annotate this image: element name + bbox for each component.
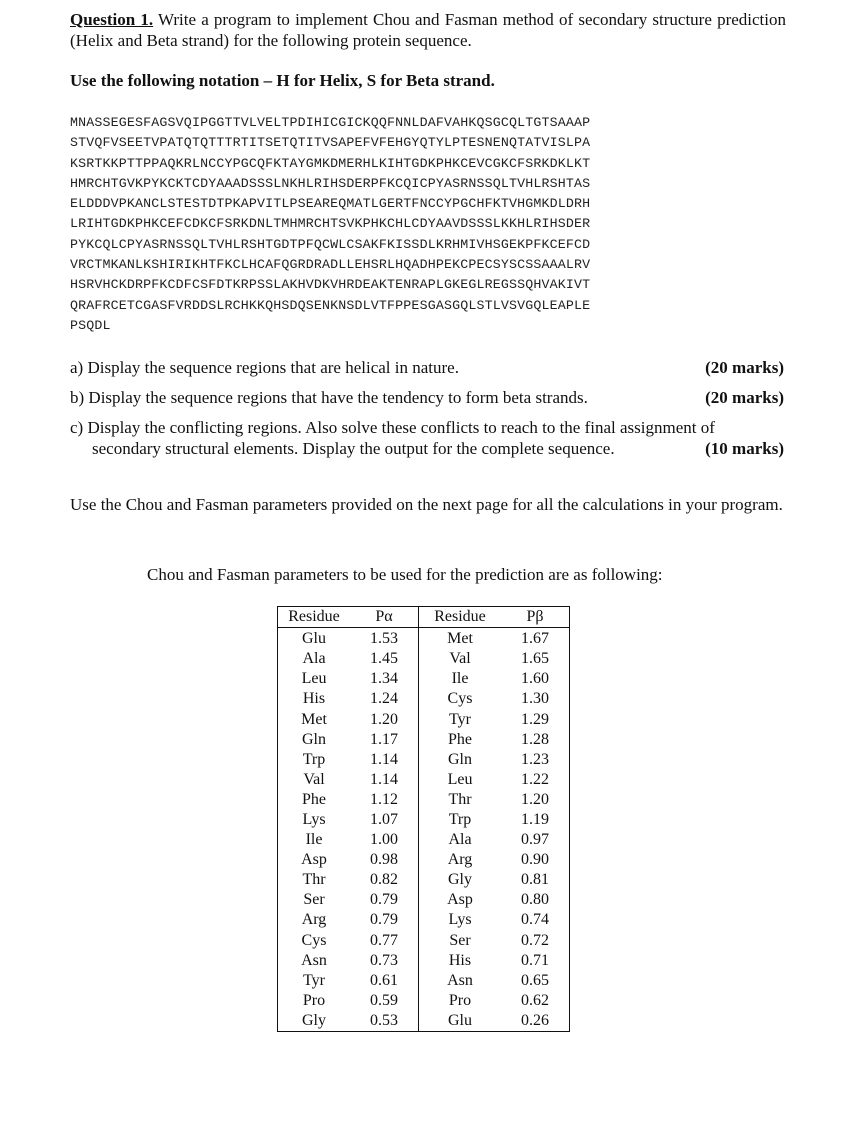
p-alpha-cell: 1.24 [350, 689, 419, 709]
notation-instruction: Use the following notation – H for Helix, S for Beta strand. [70, 71, 495, 90]
table-row [278, 890, 570, 910]
p-beta-cell: 1.30 [521, 690, 549, 708]
p-beta-cell: 0.62 [521, 991, 549, 1009]
p-beta-cell: 0.97 [521, 831, 549, 849]
residue-alpha-cell: Pro [302, 991, 326, 1009]
table-row [278, 628, 570, 650]
table-header-row [278, 607, 570, 628]
p-beta-cell: 1.28 [521, 730, 549, 748]
table-row [278, 709, 570, 729]
part-b-text: b) Display the sequence regions that have the tendency to form beta strands. [70, 388, 588, 407]
residue-alpha-cell: Gln [302, 730, 326, 748]
residue-alpha-cell: Ile [305, 831, 323, 849]
part-a-marks: (20 marks) [705, 358, 784, 377]
residue-beta-cell: His [448, 951, 472, 969]
residue-alpha-cell: Asp [301, 851, 327, 869]
p-alpha-cell: 1.20 [350, 709, 419, 729]
p-beta-cell: 0.90 [521, 851, 549, 869]
residue-beta-cell: Asn [447, 971, 473, 989]
sequence-line: ELDDDVPKANCLSTESTDTPKAPVITLPSEAREQMATLGERTFNCCYPGCHFKTVHGMKDLDRH [70, 196, 591, 212]
residue-alpha-cell: Trp [302, 750, 326, 768]
p-beta-cell: 0.65 [521, 971, 549, 989]
p-beta-cell: 0.26 [521, 1011, 549, 1029]
residue-alpha-cell: Tyr [303, 971, 325, 989]
p-alpha-cell: 0.79 [350, 890, 419, 910]
sequence-line: VRCTMKANLKSHIRIKHTFKCLHCAFQGRDRADLLEHSRLHQADHPEKCPECSYSCSSAAALRV [70, 257, 591, 273]
table-body [278, 628, 570, 1032]
residue-alpha-cell: Phe [302, 790, 326, 808]
question-paragraph [70, 9, 786, 51]
p-alpha-cell: 0.82 [350, 870, 419, 890]
p-alpha-cell: 0.79 [350, 910, 419, 930]
p-alpha-cell: 1.14 [350, 770, 419, 790]
residue-alpha-cell: Ala [302, 650, 326, 668]
residue-beta-cell: Ile [451, 670, 469, 688]
p-beta-cell: 1.23 [521, 750, 549, 768]
p-beta-cell: 1.22 [521, 770, 549, 788]
header-p-beta: Pβ [501, 607, 570, 628]
p-beta-cell: 1.29 [521, 710, 549, 728]
p-beta-cell: 1.60 [521, 670, 549, 688]
residue-alpha-cell: Gly [302, 1011, 326, 1029]
sequence-line: PYKCQLCPYASRNSSQLTVHLRSHTGDTPFQCWLCSAKFKISSDLKRHMIVHSGEKPFKCEFCD [70, 236, 591, 252]
table-row [278, 790, 570, 810]
residue-beta-cell: Trp [448, 810, 472, 828]
table-row [278, 951, 570, 971]
part-a-text: a) Display the sequence regions that are helical in nature. [70, 358, 459, 377]
residue-beta-cell: Gly [448, 871, 472, 889]
protein-sequence [70, 113, 786, 336]
residue-alpha-cell: Met [301, 710, 327, 728]
table-caption: Chou and Fasman parameters to be used for the prediction are as following: [147, 565, 663, 584]
sequence-line: HSRVHCKDRPFKCDFCSFDTKRPSSLAKHVDKVHRDEAKTENRAPLGKEGLREGSSQHVAKIVT [70, 277, 591, 293]
chou-fasman-table [277, 606, 570, 1032]
table-row [278, 689, 570, 709]
part-c-marks: (10 marks) [705, 439, 784, 458]
header-residue-alpha: Residue [278, 607, 351, 628]
residue-alpha-cell: Glu [302, 630, 326, 648]
p-alpha-cell: 1.00 [350, 830, 419, 850]
residue-alpha-cell: Val [303, 770, 325, 788]
residue-beta-cell: Asp [447, 891, 473, 909]
residue-beta-cell: Ser [449, 931, 471, 949]
residue-alpha-cell: Leu [301, 670, 327, 688]
table-row [278, 770, 570, 790]
p-alpha-cell: 0.61 [350, 971, 419, 991]
p-alpha-cell: 1.34 [350, 669, 419, 689]
table-row [278, 810, 570, 830]
residue-beta-cell: Phe [448, 730, 472, 748]
sequence-line: LRIHTGDKPHKCEFCDKCFSRKDNLTMHMRCHTSVKPHKCHLCDYAAVDSSSLKKHLRIHSDER [70, 216, 591, 232]
table-row [278, 830, 570, 850]
residue-beta-cell: Glu [448, 1011, 472, 1029]
residue-alpha-cell: Cys [301, 931, 327, 949]
residue-alpha-cell: Thr [302, 871, 326, 889]
sequence-line: KSRTKKPTTPPAQKRLNCCYPGCQFKTAYGMKDMERHLKIHTGDKPHKCEVCGKCFSRKDKLKT [70, 155, 591, 171]
residue-beta-cell: Ala [448, 831, 472, 849]
residue-alpha-cell: Lys [302, 810, 326, 828]
p-beta-cell: 0.71 [521, 951, 549, 969]
table-row [278, 870, 570, 890]
p-beta-cell: 1.19 [521, 810, 549, 828]
p-beta-cell: 0.81 [521, 871, 549, 889]
table-row [278, 730, 570, 750]
p-alpha-cell: 1.53 [350, 628, 419, 650]
part-c-line2: secondary structural elements. Display the output for the complete sequence. [92, 439, 615, 458]
sequence-line: QRAFRCETCGASFVRDDSLRCHKKQHSDQSENKNSDLVTFPPESGASGQLSTLVSVGQLEAPLE [70, 297, 591, 313]
table-row [278, 971, 570, 991]
residue-beta-cell: Arg [447, 851, 473, 869]
sequence-line: STVQFVSEETVPATQTQTTTRTITSETQTITVSAPEFVFEHGYQTYLPTESNENQTATVISLPA [70, 135, 591, 151]
table-row [278, 991, 570, 1011]
table-row [278, 669, 570, 689]
p-beta-cell: 0.74 [521, 911, 549, 929]
p-alpha-cell: 0.77 [350, 931, 419, 951]
sequence-line: MNASSEGESFAGSVQIPGGTTVLVELTPDIHICGICKQQFNNLDAFVAHKQSGCQLTGTSAAAP [70, 115, 591, 130]
question-label: Question 1. [70, 10, 154, 29]
p-alpha-cell: 0.59 [350, 991, 419, 1011]
p-alpha-cell: 1.17 [350, 730, 419, 750]
part-c [70, 417, 786, 459]
part-c-line2-wrap [70, 438, 786, 459]
residue-alpha-cell: His [302, 690, 326, 708]
residue-beta-cell: Thr [448, 790, 472, 808]
residue-beta-cell: Leu [447, 770, 473, 788]
header-residue-beta: Residue [419, 607, 502, 628]
p-alpha-cell: 1.14 [350, 750, 419, 770]
residue-beta-cell: Gln [448, 750, 472, 768]
table-row [278, 910, 570, 930]
part-c-line1: c) Display the conflicting regions. Also solve these conflicts to reach to the final assignment of [70, 418, 715, 437]
table-row [278, 850, 570, 870]
header-p-alpha: Pα [350, 607, 419, 628]
part-a [70, 357, 786, 378]
residue-alpha-cell: Asn [301, 951, 327, 969]
p-beta-cell: 0.72 [521, 931, 549, 949]
residue-beta-cell: Val [449, 650, 471, 668]
p-beta-cell: 1.65 [521, 650, 549, 668]
p-beta-cell: 1.67 [521, 630, 549, 648]
residue-alpha-cell: Arg [301, 911, 327, 929]
residue-alpha-cell: Ser [303, 891, 325, 909]
residue-beta-cell: Met [447, 630, 473, 648]
part-b [70, 387, 786, 408]
table-row [278, 649, 570, 669]
p-beta-cell: 0.80 [521, 891, 549, 909]
residue-beta-cell: Cys [447, 690, 473, 708]
table-row [278, 1011, 570, 1032]
p-alpha-cell: 0.53 [350, 1011, 419, 1032]
residue-beta-cell: Pro [448, 991, 472, 1009]
p-alpha-cell: 0.73 [350, 951, 419, 971]
residue-beta-cell: Lys [448, 911, 472, 929]
sequence-line: HMRCHTGVKPYKCKTCDYAAADSSSLNKHLRIHSDERPFKCQICPYASRNSSQLTVHLRSHTAS [70, 175, 591, 191]
residue-beta-cell: Tyr [449, 710, 471, 728]
table-row [278, 750, 570, 770]
part-b-marks: (20 marks) [705, 388, 784, 407]
p-alpha-cell: 0.98 [350, 850, 419, 870]
p-alpha-cell: 1.45 [350, 649, 419, 669]
sequence-line: PSQDL [70, 317, 111, 333]
parameters-instruction: Use the Chou and Fasman parameters provided on the next page for all the calculations in your program. [70, 495, 783, 514]
table-row [278, 931, 570, 951]
question-text: Write a program to implement Chou and Fasman method of secondary structure prediction (Helix and Beta strand) for the following protein sequence. [70, 10, 786, 50]
p-alpha-cell: 1.07 [350, 810, 419, 830]
p-alpha-cell: 1.12 [350, 790, 419, 810]
p-beta-cell: 1.20 [521, 790, 549, 808]
